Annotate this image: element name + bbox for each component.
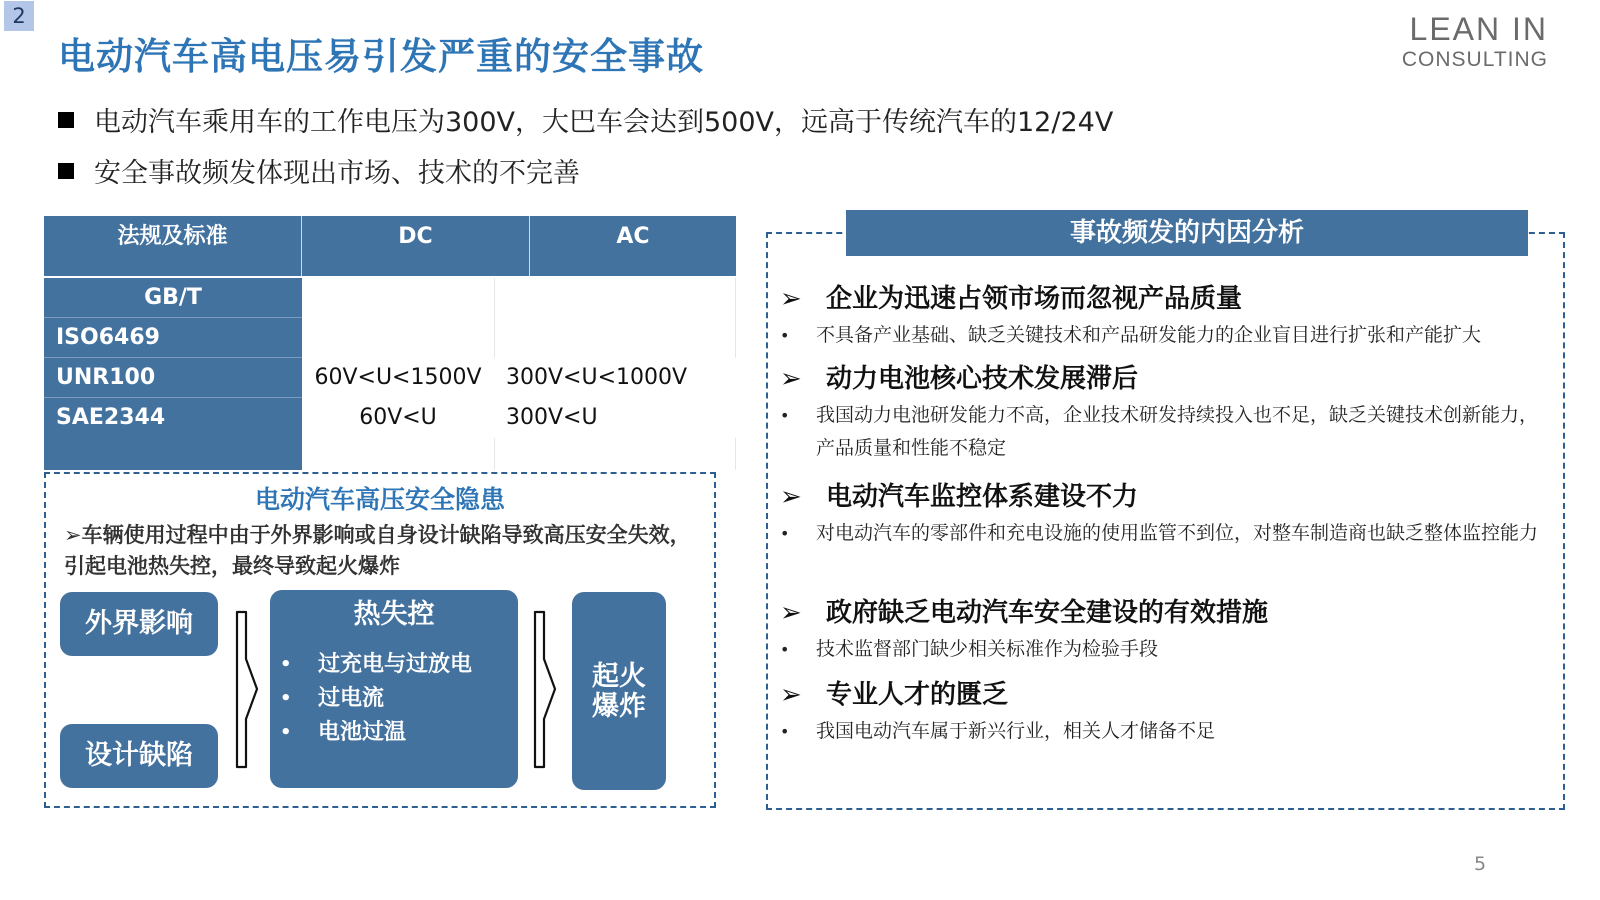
- table-header-dc: DC: [302, 216, 530, 276]
- cause-label: 设计缺陷: [85, 740, 193, 771]
- cause-box-external: [60, 592, 218, 656]
- list-item: • 电池过温: [270, 716, 518, 750]
- table-cell-dc: 60V<U: [302, 398, 494, 438]
- factor-title: 电动汽车监控体系建设不力: [826, 482, 1139, 512]
- factor-title: 动力电池核心技术发展滞后: [826, 364, 1139, 394]
- panel-header: 事故频发的内因分析: [846, 210, 1528, 256]
- list-item: • 过充电与过放电: [270, 648, 518, 682]
- bullet-point: [58, 100, 1113, 139]
- fire-explosion-box: [572, 592, 666, 790]
- slide-tag: 2: [4, 1, 34, 31]
- result-label: 起火爆炸: [592, 661, 646, 722]
- company-logo: [1402, 10, 1548, 72]
- list-item: [780, 674, 1550, 748]
- factor-detail: 不具备产业基础、缺乏关键技术和产品研发能力的企业盲目进行扩张和产能扩大: [816, 324, 1482, 346]
- logo-line-1: LEAN IN: [1409, 11, 1548, 47]
- table-row-standard: UNR100: [44, 358, 302, 398]
- list-item: [780, 592, 1550, 666]
- bullet-point: [58, 151, 580, 190]
- arrowhead-bullet-icon: ➢: [780, 364, 802, 394]
- list-item: [780, 476, 1550, 550]
- hazard-box: [44, 472, 716, 808]
- factor-detail: 我国动力电池研发能力不高，企业技术研发持续投入也不足，缺乏关键技术创新能力，产品质量和性能不稳定: [816, 404, 1539, 459]
- list-item: [780, 278, 1550, 352]
- factor-title: 政府缺乏电动汽车安全建设的有效措施: [826, 598, 1269, 628]
- square-bullet-icon: [58, 112, 74, 128]
- arrowhead-bullet-icon: ➢: [780, 482, 802, 512]
- hazard-title: 电动汽车高压安全隐患: [254, 485, 505, 514]
- bullet-dot-icon: •: [780, 640, 790, 659]
- page-number: 5: [1474, 853, 1487, 875]
- page-title: 电动汽车高电压易引发严重的安全事故: [58, 35, 704, 78]
- factor-detail: 对电动汽车的零部件和充电设施的使用监管不到位，对整车制造商也缺乏整体监控能力: [816, 522, 1539, 544]
- table-header-ac: AC: [530, 216, 736, 276]
- table-cell-ac: 300V<U<1000V: [494, 358, 736, 398]
- bullet-dot-icon: •: [780, 722, 790, 741]
- table-cell-dc: 60V<U<1500V: [302, 358, 494, 398]
- list-item: [780, 358, 1550, 465]
- thermal-runaway-box: [270, 590, 518, 788]
- bullet-dot-icon: •: [780, 326, 790, 345]
- thermal-title: 热失控: [353, 599, 435, 630]
- factor-detail: 技术监督部门缺少相关标准作为检验手段: [816, 638, 1159, 660]
- table-row-standard: ISO6469: [44, 318, 302, 358]
- table-header-standard: 法规及标准: [44, 216, 302, 276]
- list-item: • 过电流: [270, 682, 518, 716]
- bullet-dot-icon: •: [780, 406, 790, 425]
- right-arrow-icon: [234, 609, 260, 771]
- cause-analysis-panel: [766, 232, 1565, 810]
- table-cell-ac: 300V<U: [494, 398, 736, 438]
- cause-label: 外界影响: [85, 608, 193, 639]
- arrowhead-bullet-icon: ➢: [780, 680, 802, 710]
- square-bullet-icon: [58, 163, 74, 179]
- bullet-dot-icon: •: [780, 524, 790, 543]
- table-row-standard: GB/T: [44, 278, 302, 318]
- right-arrow-icon: [532, 609, 558, 771]
- bullet-text: 电动汽车乘用车的工作电压为300V，大巴车会达到500V，远高于传统汽车的12/24V: [94, 107, 1114, 138]
- arrowhead-bullet-icon: ➢: [780, 284, 802, 314]
- thermal-cause-list: [270, 648, 518, 750]
- bullet-text: 安全事故频发体现出市场、技术的不完善: [94, 158, 580, 189]
- hazard-description: ➢车辆使用过程中由于外界影响或自身设计缺陷导致高压安全失效，引起电池热失控，最终导致起火爆炸: [64, 523, 691, 578]
- factor-title: 企业为迅速占领市场而忽视产品质量: [826, 284, 1243, 314]
- factor-title: 专业人才的匮乏: [826, 680, 1009, 710]
- factor-detail: 我国电动汽车属于新兴行业，相关人才储备不足: [816, 720, 1216, 742]
- logo-line-2: CONSULTING: [1401, 48, 1548, 71]
- cause-box-design: [60, 724, 218, 788]
- standards-table: [44, 216, 736, 470]
- arrowhead-bullet-icon: ➢: [780, 598, 802, 628]
- table-row-standard: SAE2344: [44, 398, 302, 438]
